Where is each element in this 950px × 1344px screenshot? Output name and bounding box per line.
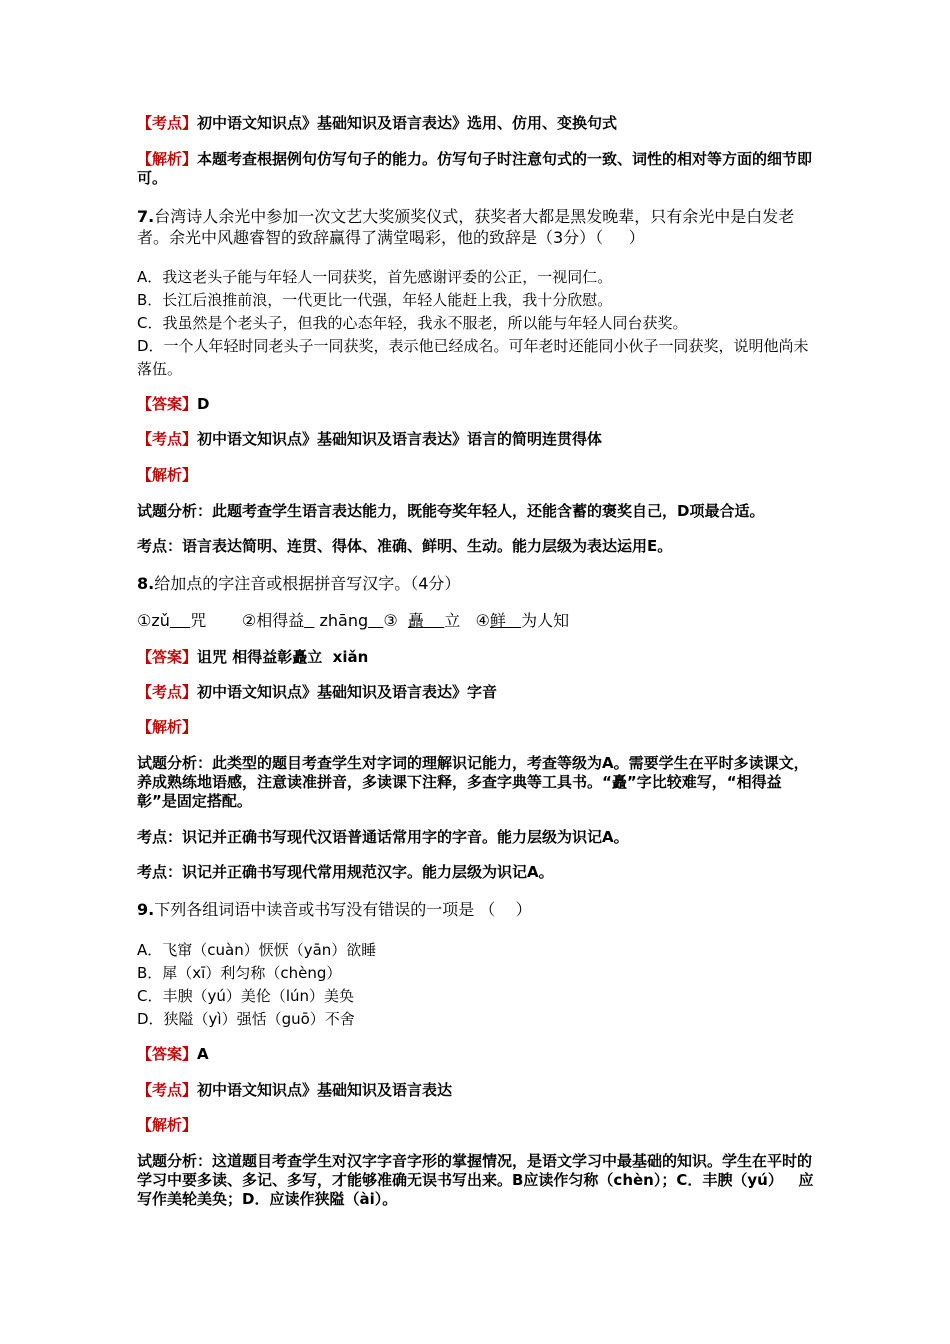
item-2-chars: 相得益 — [256, 611, 305, 630]
question-text: 下列各组词语中读音或书写没有错误的一项是 （ ） — [154, 900, 532, 919]
jiexi-label: 【解析】 — [137, 466, 198, 484]
item-4-char: 鲜 — [489, 611, 506, 630]
analysis-9: 试题分析：这道题目考查学生对汉字字音字形的掌握情况，是语文学习中最基础的知识。学生在平时的学习中要多读、多记、多写，才能够准确无误书写出来。B应读作匀称（chèn）；C．丰腴（yú） 应写作美轮美奂；D．应读作狭隘（ài）。 — [137, 1152, 814, 1208]
item-1-pinyin: zǔ — [151, 611, 170, 630]
question-8-stem — [137, 573, 817, 594]
jiexi-label: 【解析】 — [137, 718, 198, 736]
item-1-blank — [170, 611, 190, 630]
jiexi-line-7 — [137, 466, 817, 485]
question-text: 给加点的字注音或根据拼音写汉字。（4分） — [154, 574, 461, 593]
jiexi-label: 【解析】 — [137, 1116, 198, 1134]
item-2-pinyin: zhāng — [319, 611, 369, 630]
question-7-stem — [137, 206, 817, 248]
answer-line-9 — [137, 1045, 817, 1064]
answer-line-7 — [137, 395, 817, 414]
jiexi-text: 本题考查根据例句仿写句子的能力。仿写句子时注意句式的一致、词性的相对等方面的细节即可。 — [137, 150, 813, 187]
kaodian-line-8 — [137, 683, 817, 702]
answer-label: 【答案】 — [137, 648, 198, 666]
item-3-char-b: 立 — [444, 611, 461, 630]
item-2-blank-b — [368, 611, 383, 630]
kaodian-label: 【考点】 — [137, 430, 198, 448]
item-1-marker: ① — [137, 611, 152, 630]
item-2-blank — [304, 611, 314, 630]
point-8-a: 考点：识记并正确书写现代汉语普通话常用字的字音。能力层级为识记A。 — [137, 828, 629, 846]
item-3-marker: ③ — [383, 611, 398, 630]
jiexi-label: 【解析】 — [137, 150, 198, 168]
kaodian-line-1 — [137, 114, 817, 133]
question-number: 9. — [137, 900, 155, 919]
jiexi-line-8 — [137, 718, 817, 737]
kaodian-text: 初中语文知识点》基础知识及语言表达》字音 — [197, 683, 498, 701]
answer-text: 诅咒 相得益彰矗立 xiǎn — [197, 648, 369, 666]
item-3-char: 矗 — [407, 611, 424, 630]
question-9-stem — [137, 899, 817, 920]
kaodian-text: 初中语文知识点》基础知识及语言表达》语言的简明连贯得体 — [197, 430, 603, 448]
kaodian-label: 【考点】 — [137, 114, 198, 132]
answer-line-8 — [137, 648, 817, 667]
item-2-marker: ② — [241, 611, 257, 630]
answer-text: D — [197, 395, 210, 413]
question-9-option-d: D．狭隘（yì）强恬（guō）不舍 — [137, 1010, 355, 1028]
item-4-chars: 为人知 — [521, 611, 570, 630]
analysis-7: 试题分析：此题考查学生语言表达能力，既能夸奖年轻人，还能含蓄的褒奖自己，D项最合适。 — [137, 502, 765, 520]
question-7-option-c: C．我虽然是个老头子，但我的心态年轻，我永不服老，所以能与年轻人同台获奖。 — [137, 314, 688, 332]
item-4-marker: ④ — [475, 611, 490, 630]
analysis-8: 试题分析：此类型的题目考查学生对字词的理解识记能力，考查等级为A。需要学生在平时多读课文，养成熟练地语感，注意读准拼音，多读课下注释，多查字典等工具书。“矗”字比较难写，“相得益彰”是固定搭配。 — [137, 754, 809, 810]
question-9-option-c: C．丰腴（yú）美伦（lún）美奂 — [137, 987, 355, 1005]
question-number: 7. — [137, 207, 155, 226]
answer-label: 【答案】 — [137, 1045, 198, 1063]
question-number: 8. — [137, 574, 155, 593]
point-7: 考点：语言表达简明、连贯、得体、准确、鲜明、生动。能力层级为表达运用E。 — [137, 537, 673, 555]
question-7-option-d: D．一个人年轻时同老头子一同获奖，表示他已经成名。可年老时还能同小伙子一同获奖，说明他尚未落伍。 — [137, 337, 809, 378]
kaodian-label: 【考点】 — [137, 1081, 198, 1099]
question-7-option-a: A．我这老头子能与年轻人一同获奖，首先感谢评委的公正，一视同仁。 — [137, 268, 613, 286]
question-9-option-b: B．犀（xī）利匀称（chèng） — [137, 964, 342, 982]
answer-text: A — [197, 1045, 209, 1063]
kaodian-text: 初中语文知识点》基础知识及语言表达》选用、仿用、变换句式 — [197, 114, 618, 132]
kaodian-text: 初中语文知识点》基础知识及语言表达 — [197, 1081, 453, 1099]
question-7-option-b: B．长江后浪推前浪，一代更比一代强，年轻人能赶上我，我十分欣慰。 — [137, 291, 613, 309]
answer-label: 【答案】 — [137, 395, 198, 413]
question-8-items — [137, 610, 817, 631]
jiexi-line-1 — [137, 150, 817, 188]
item-1-char: 咒 — [190, 611, 207, 630]
kaodian-line-7 — [137, 430, 817, 449]
question-text: 台湾诗人余光中参加一次文艺大奖颁奖仪式，获奖者大都是黑发晚辈，只有余光中是白发老者。余光中风趣睿智的致辞赢得了满堂喝彩，他的致辞是（3分）（ ） — [137, 207, 795, 247]
jiexi-line-9 — [137, 1116, 817, 1135]
kaodian-line-9 — [137, 1081, 817, 1100]
question-9-option-a: A．飞窜（cuàn）恹恹（yān）欲睡 — [137, 941, 377, 959]
kaodian-label: 【考点】 — [137, 683, 198, 701]
point-8-b: 考点：识记并正确书写现代常用规范汉字。能力层级为识记A。 — [137, 863, 554, 881]
